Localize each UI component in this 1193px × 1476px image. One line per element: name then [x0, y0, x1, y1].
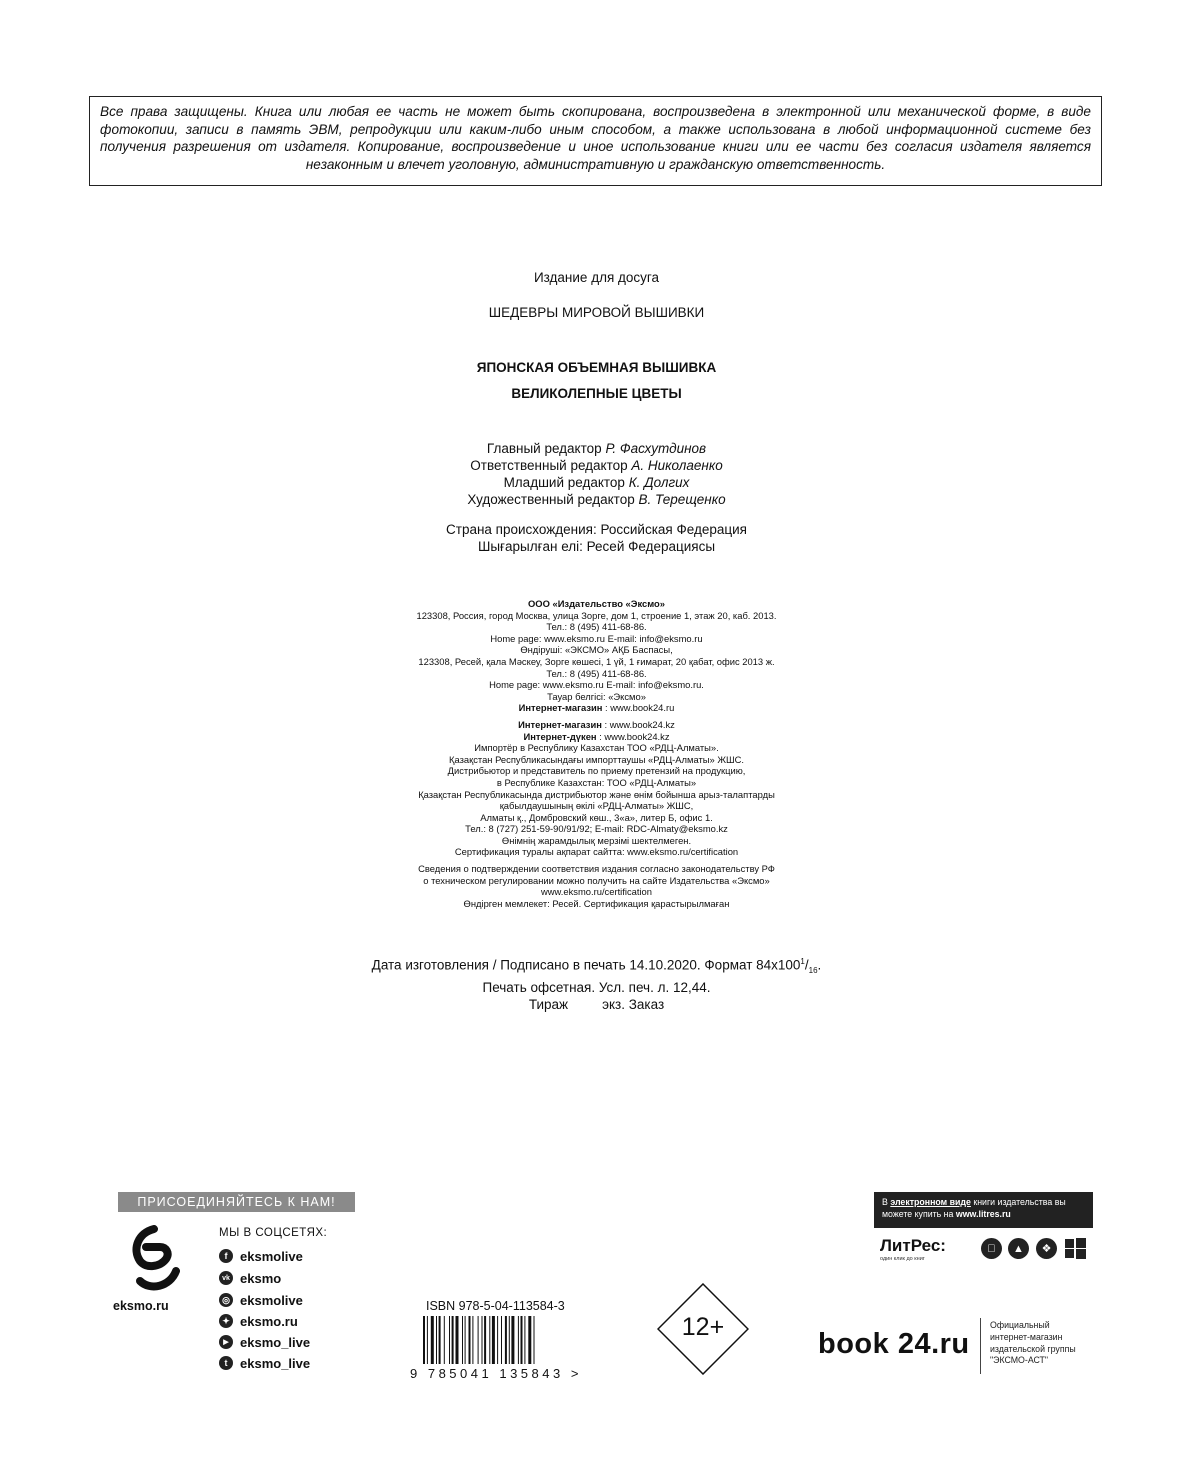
edition-type: Издание для досуга — [533, 270, 660, 285]
youtube-icon: ▶ — [219, 1335, 233, 1349]
publisher-line: Өндіруші: «ЭКСМО» АҚБ Баспасы, — [520, 644, 673, 656]
publisher-line: 123308, Ресей, қала Мәскеу, Зорге көшесі, 1 үй, 1 ғимарат, 20 қабат, офис 2013 ж. — [418, 655, 775, 667]
publisher-block — [0, 598, 1193, 909]
credits-block — [0, 440, 1193, 508]
publisher-line: Алматы қ., Домбровский көш., 3«а», литер Б, офис 1. — [480, 811, 713, 823]
book24-description: Официальный интернет-магазин издательской группы "ЭКСМО-АСТ" — [990, 1320, 1076, 1366]
social-twitter[interactable] — [219, 1353, 310, 1373]
shop-kz-line: Интернет-магазин : www.book24.kz — [518, 718, 675, 730]
credit-line: Художественный редактор В. Терещенко — [467, 492, 726, 507]
publisher-line: Өнімнің жарамдылық мерзімі шектелмеген. — [501, 834, 692, 846]
age-rating-label: 12+ — [681, 1313, 725, 1341]
join-banner: ПРИСОЕДИНЯЙТЕСЬ К НАМ! — [118, 1192, 355, 1212]
imprint-line1: Дата изготовления / Подписано в печать 14.10.2020. Формат $84x100^1/_{16}$. — [371, 957, 822, 976]
publisher-line: Өндірген мемлекет: Ресей. Сертификация қарастырылмаған — [463, 897, 730, 909]
litres-banner[interactable]: В электронном виде книги издательства вы можете купить на www.litres.ru — [874, 1192, 1093, 1228]
social-handle: eksmo_live — [240, 1355, 311, 1371]
publisher-line: www.eksmo.ru/certification — [541, 886, 652, 898]
barcode — [423, 1316, 575, 1364]
eksmo-site-icon: ✦ — [219, 1314, 233, 1328]
publisher-line: Қазақстан Республикасында дистрибьютор және өнім бойынша арыз-талаптарды — [418, 788, 775, 800]
publisher-line: о техническом регулировании можно получить на сайте Издательства «Эксмо» — [423, 874, 770, 886]
credit-line: Главный редактор Р. Фасхутдинов — [486, 441, 707, 456]
book-title-line1: ЯПОНСКАЯ ОБЪЕМНАЯ ВЫШИВКА — [476, 360, 717, 375]
litres-tagline: один клик до книг — [880, 1256, 925, 1262]
social-handle: eksmo_live — [240, 1334, 311, 1350]
social-instagram[interactable] — [219, 1290, 303, 1310]
social-handle: eksmolive — [240, 1248, 303, 1264]
series-name: ШЕДЕВРЫ МИРОВОЙ ВЫШИВКИ — [488, 305, 705, 320]
publisher-line: Home page: www.eksmo.ru E-mail: info@eksmo.ru — [490, 632, 703, 644]
origin-kz: Шығарылған елі: Ресей Федерациясы — [477, 539, 716, 554]
litres-logo: ЛитРес: — [880, 1236, 946, 1255]
publisher-line: 123308, Россия, город Москва, улица Зорге, дом 1, строение 1, этаж 20, каб. 2013. — [416, 609, 777, 621]
publisher-name: ООО «Издательство «Эксмо» — [528, 598, 665, 609]
windows-phone-icon[interactable]: ❖ — [1036, 1238, 1057, 1259]
publisher-line: Импортёр в Республику Казахстан ТОО «РДЦ-Алматы». — [474, 742, 719, 754]
origin-block — [0, 521, 1193, 555]
social-youtube[interactable] — [219, 1332, 310, 1352]
publisher-line: Сертификация туралы ақпарат сайтта: www.eksmo.ru/certification — [454, 846, 739, 858]
publisher-line: Тел.: 8 (727) 251-59-90/91/92; E-mail: RDC-Almaty@eksmo.kz — [465, 823, 728, 835]
twitter-icon: t — [219, 1356, 233, 1370]
eksmo-logo-icon — [126, 1225, 182, 1295]
credit-line: Младший редактор К. Долгих — [503, 475, 690, 490]
imprint-line3: Тираж экз. Заказ — [528, 997, 665, 1013]
social-site[interactable] — [219, 1311, 298, 1331]
social-facebook[interactable] — [219, 1246, 303, 1266]
publisher-line: Дистрибьютор и представитель по приему претензий на продукцию, — [447, 765, 746, 777]
social-handle: eksmo — [240, 1270, 282, 1286]
imprint-line2: Печать офсетная. Усл. печ. л. 12,44. — [482, 980, 711, 996]
publisher-line: Сведения о подтверждении соответствия издания согласно законодательству РФ — [418, 863, 775, 875]
social-handle: eksmolive — [240, 1292, 303, 1308]
rights-notice: Все права защищены. Книга или любая ее часть не может быть скопирована, воспроизведена в электронной или механической форме, в виде фотокопии, записи в память ЭВМ, репродукции или каким-либо иным способом, а также использована в любой информационной системе без получения разрешения от издателя. Копирование, воспроизведение и иное использование книги или ее части без согласия издателя является незаконным и влечет уголовную, административную и гражданскую ответственность. — [89, 96, 1102, 186]
publisher-line: қабылдаушының өкілі «РДЦ-Алматы» ЖШС, — [499, 800, 694, 812]
imprint-block — [0, 953, 1193, 1013]
publisher-line: Тел.: 8 (495) 411-68-86. — [546, 621, 647, 633]
book-title-line2: ВЕЛИКОЛЕПНЫЕ ЦВЕТЫ — [511, 386, 682, 401]
origin-ru: Страна происхождения: Российская Федерация — [446, 522, 747, 537]
credit-line: Ответственный редактор А. Николаенко — [470, 458, 723, 473]
age-rating-badge — [657, 1283, 749, 1375]
publisher-line: Қазақстан Республикасындағы импорттаушы «РДЦ-Алматы» ЖШС. — [449, 753, 744, 765]
book24-logo[interactable]: book 24.ru — [818, 1328, 970, 1360]
apple-icon[interactable] — [981, 1238, 1002, 1259]
social-handle: eksmo.ru — [240, 1313, 298, 1329]
publisher-line: Тауар белгісі: «Эксмо» — [547, 690, 646, 702]
publisher-line: Тел.: 8 (495) 411-68-86. — [546, 667, 647, 679]
social-heading: МЫ В СОЦСЕТЯХ: — [219, 1227, 328, 1239]
divider — [980, 1318, 981, 1374]
publisher-line: в Республике Казахстан: ТОО «РДЦ-Алматы» — [496, 776, 697, 788]
social-vk[interactable] — [219, 1268, 281, 1288]
publisher-line: Home page: www.eksmo.ru E-mail: info@eksmo.ru. — [489, 679, 704, 691]
instagram-icon: ◎ — [219, 1293, 233, 1307]
facebook-icon: f — [219, 1249, 233, 1263]
barcode-digits: 9 785041 135843 > — [410, 1366, 582, 1381]
windows-icon[interactable] — [1065, 1238, 1086, 1259]
duken-line: Интернет-дүкен : www.book24.kz — [523, 730, 670, 742]
vk-icon: vk — [219, 1271, 233, 1285]
shop-line: Интернет-магазин : www.book24.ru — [518, 702, 675, 714]
eksmo-site-link[interactable]: eksmo.ru — [113, 1299, 169, 1313]
isbn-text: ISBN 978-5-04-113584-3 — [426, 1299, 565, 1313]
android-icon[interactable]: ▲ — [1008, 1238, 1029, 1259]
